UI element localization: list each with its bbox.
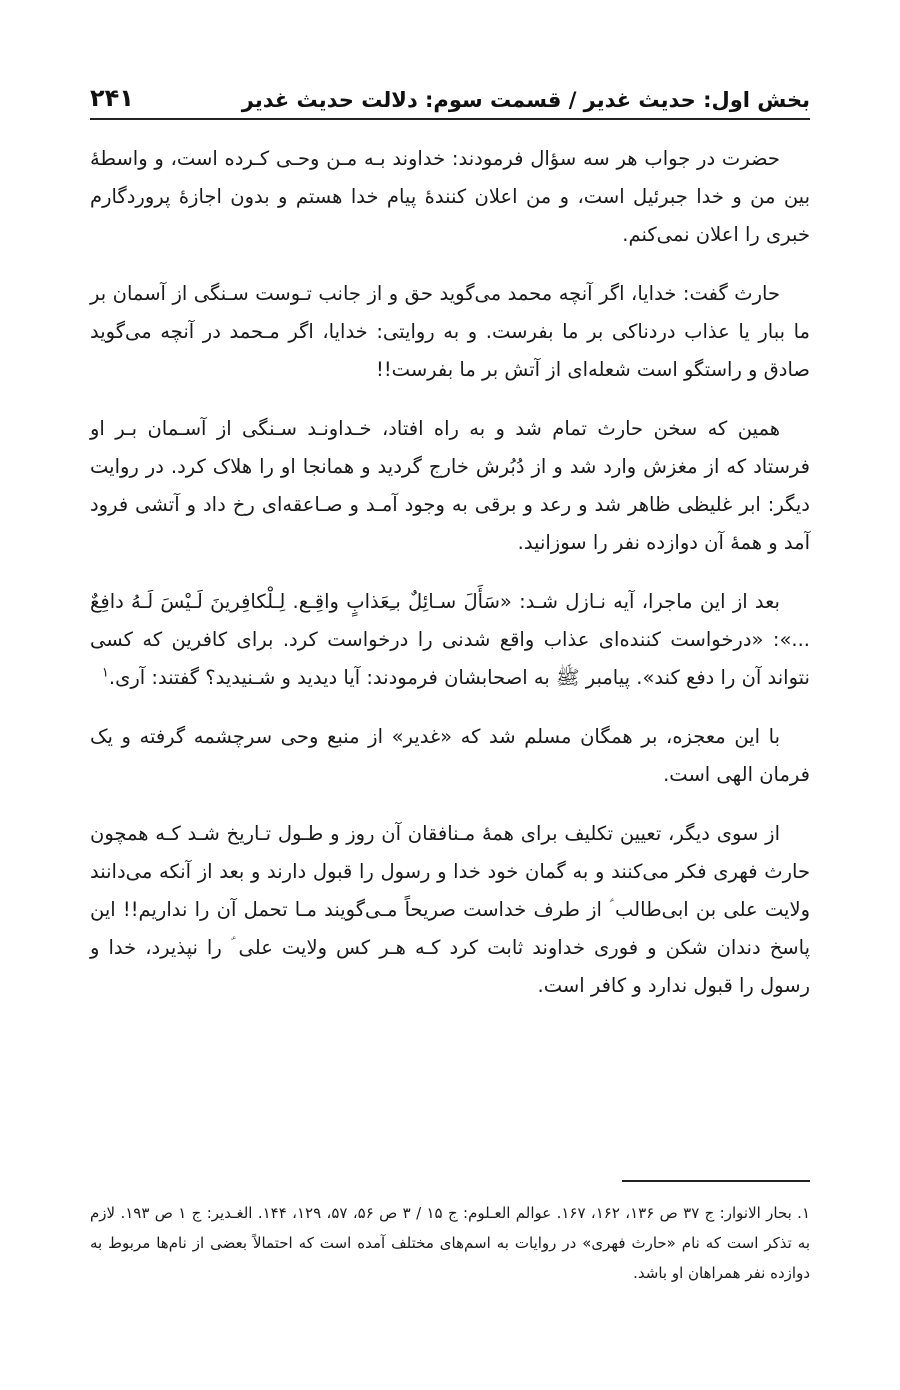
body-text: [90, 140, 810, 1026]
book-page: [90, 0, 810, 1390]
footnote-text: ۱. بحار الانوار: ج ۳۷ ص ۱۳۶، ۱۶۲، ۱۶۷. عوالم العـلوم: ج ۱۵ / ۳ ص ۵۶، ۵۷، ۱۲۹، ۱۴۴. الغـدیر: ج ۱ ص ۱۹۳. لازم به تذکر است که نام «حارث فهری» در روایات به اسم‌های مختلف آمده است که احتمالاً بعضی از نام‌ها مربوط به دوازده نفر همراهان او باشد.: [90, 1204, 811, 1282]
running-header: [90, 68, 810, 120]
paragraph-4-text: بعد از این ماجرا، آیه نـازل شـد: «سَأَلَ سـائِلٌ بـِعَذابٍ واقِـع. لِـلْکافِرینَ لَـیْسَ لَـهُ دافِعٌ ...»: «درخواست کننده‌ای عذاب واقع شدنی را درخواست کرد. برای کافرین که کسی نتواند آن را دفع کند». پیامبر ﷺ به اصحابشان فرمودند: آیا دیدید و شـنیدید؟ گفتند: آری.: [90, 590, 810, 689]
page-number: ۲۴۱: [90, 84, 134, 112]
paragraph-2: حارث گفت: خدایا، اگر آنچه محمد می‌گوید حق و از جانب تـوست سـنگی از آسمان بر ما ببار یا عذاب دردناکی بر ما بفرست. و به روایتی: خدایا، اگر مـحمد در آنچه می‌گوید صادق و راستگو است شعله‌ای از آتش بر ما بفرست!!: [90, 282, 810, 381]
footnote-divider: [622, 1180, 810, 1182]
paragraph-3: همین که سخن حارث تمام شد و به راه افتاد، خـداونـد سـنگی از آسـمان بـر او فرستاد که از مغزش وارد شد و از دُبُرش خارج گردید و همانجا او را هلاک کرد. در روایت دیگر: ابر غلیظی ظاهر شد و رعد و برقی به وجود آمـد و صـاعقه‌ای رخ داد و آتشی فرود آمد و همهٔ آن دوازده نفر را سوزانید.: [90, 417, 810, 554]
paragraph-4: [90, 583, 810, 697]
paragraph-5: با این معجزه، بر همگان مسلم شد که «غدیر» از منبع وحی سرچشمه گرفته و یک فرمان الهی است.: [90, 725, 810, 786]
header-title: بخش اول: حدیث غدیر / قسمت سوم: دلالت حدیث غدیر: [241, 88, 810, 112]
paragraph-1: حضرت در جواب هر سه سؤال فرمودند: خداوند بـه مـن وحـی کـرده است، و واسطهٔ بین من و خدا جبرئیل است، و من اعلان کنندهٔ پیام خدا هستم و بدون اجازهٔ پروردگارم خبری را اعلان نمی‌کنم.: [90, 147, 810, 246]
paragraph-6: از سوی دیگر، تعیین تکلیف برای همهٔ مـنافقان آن روز و طـول تـاریخ شـد کـه همچون حارث فهری فکر می‌کنند و به گمان خود خدا و رسول را قبول دارند و بعد از آنکه می‌دانند ولایت علی بن ابی‌طالب ؑ از طرف خداست صریحاً مـی‌گویند مـا تحمل آن را نداریم!! این پاسخ دندان شکن و فوری خداوند ثابت کرد کـه هـر کس ولایت علی ؑ را نپذیرد، خدا و رسول را قبول ندارد و کافر است.: [90, 822, 810, 997]
footnote-reference[interactable]: ۱: [101, 665, 109, 681]
